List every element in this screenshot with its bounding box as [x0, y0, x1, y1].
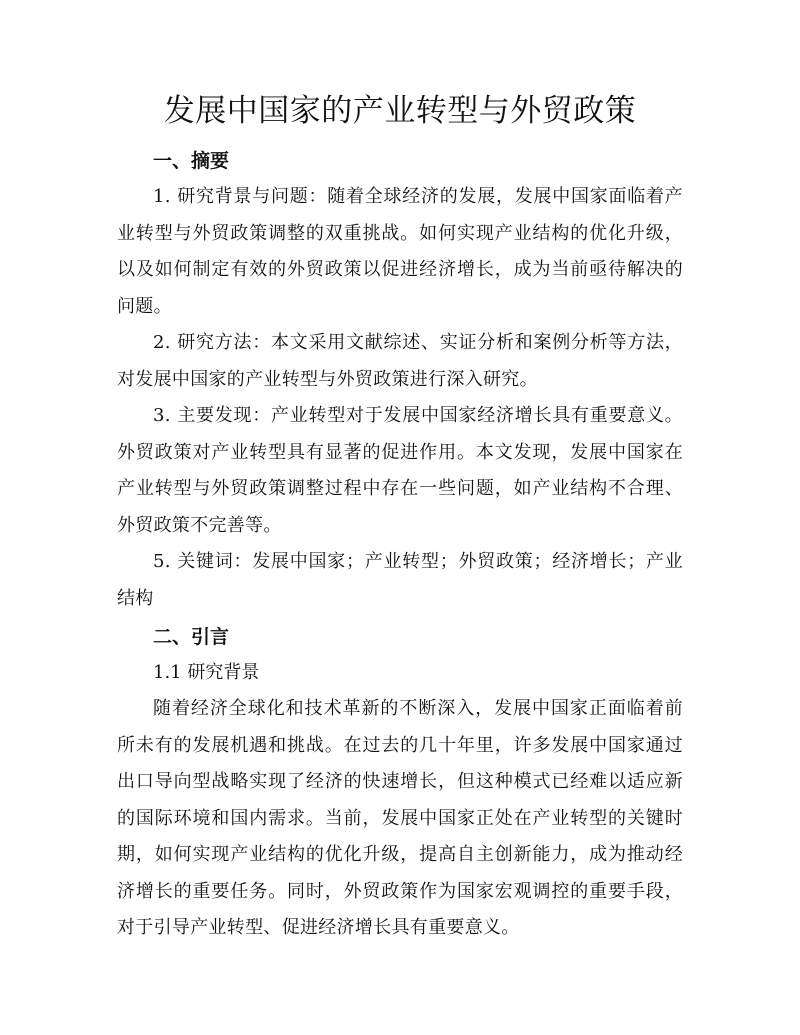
introduction-paragraph: 随着经济全球化和技术革新的不断深入，发展中国家正面临着前所未有的发展机遇和挑战。在过去的几十年里，许多发展中国家通过出口导向型战略实现了经济的快速增长，但这种模式已经难以适应新的国际环境和国内需求。当前，发展中国家正处在产业转型的关键时期，如何实现产业结构的优化升级，提高自主创新能力，成为推动经济增长的重要任务。同时，外贸政策作为国家宏观调控的重要手段，对于引导产业转型、促进经济增长具有重要意义。 [117, 698, 683, 938]
abstract-paragraph-methods: 2. 研究方法：本文采用文献综述、实证分析和案例分析等方法，对发展中国家的产业转型与外贸政策进行深入研究。 [117, 332, 683, 390]
section-heading-abstract: 一、摘要 [153, 150, 230, 172]
abstract-paragraph-findings: 3. 主要发现：产业转型对于发展中国家经济增长具有重要意义。外贸政策对产业转型具有显著的促进作用。本文发现，发展中国家在产业转型与外贸政策调整过程中存在一些问题，如产业结构不合理、外贸政策不完善等。 [117, 405, 683, 536]
abstract-paragraph-background: 1. 研究背景与问题：随着全球经济的发展，发展中国家面临着产业转型与外贸政策调整的双重挑战。如何实现产业结构的优化升级，以及如何制定有效的外贸政策以促进经济增长，成为当前亟待解决的问题。 [117, 186, 683, 317]
subsection-heading-background: 1.1 研究背景 [153, 662, 260, 683]
abstract-paragraph-keywords: 5. 关键词：发展中国家；产业转型；外贸政策；经济增长；产业结构 [117, 551, 683, 609]
section-heading-introduction: 二、引言 [153, 626, 230, 648]
document-title: 发展中国家的产业转型与外贸政策 [163, 93, 637, 129]
document-body [117, 143, 683, 947]
